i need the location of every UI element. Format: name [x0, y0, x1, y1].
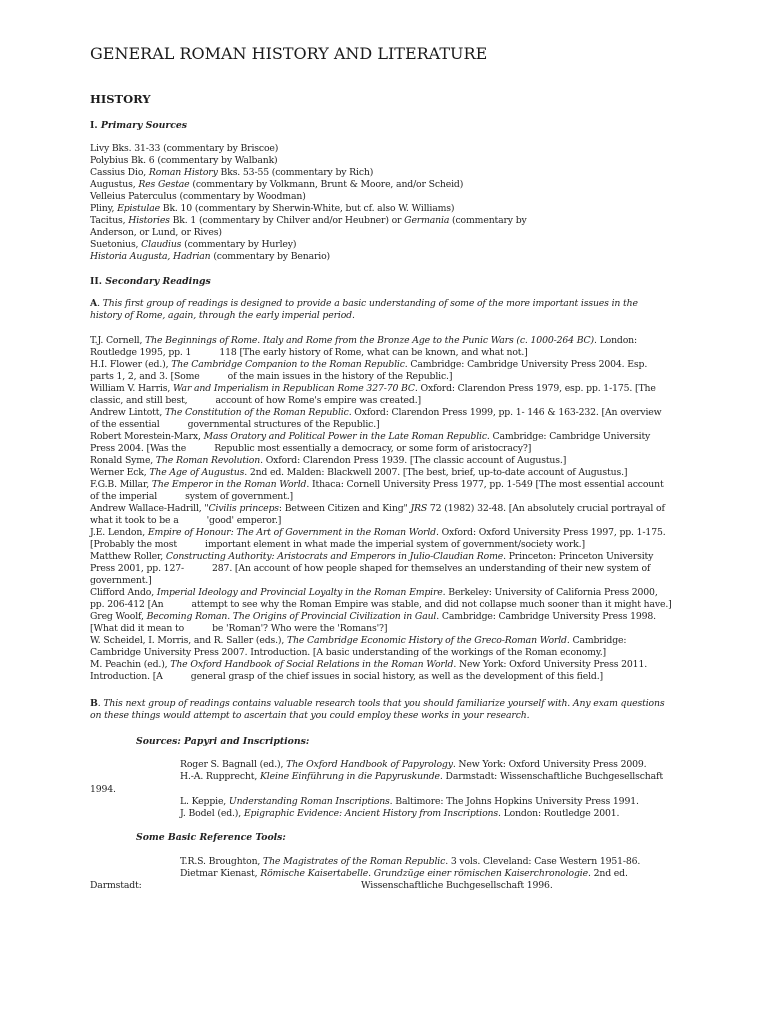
text-segment: B [90, 698, 98, 709]
text-segment: H.I. Flower (ed.), [90, 359, 172, 370]
italic-title-text: Kleine Einführung in die Papyruskunde [259, 771, 440, 782]
group-b-intro-line [90, 698, 664, 709]
italic-title-text: Claudius [141, 239, 182, 250]
text-segment: Bk. 10 (commentary by Sherwin-White, but cf. also W. Williams) [159, 203, 455, 214]
text-segment: parts 1, 2, and 3. [Some of the main issues in the history of the Republic.] [90, 371, 453, 382]
text-segment: of the essential governmental structures of the Republic.] [90, 419, 380, 430]
bibliography-entry-line [90, 659, 647, 670]
text-segment: [What did it mean to be 'Roman'? Who were the 'Romans'?] [90, 623, 388, 634]
italic-title-text: Understanding Roman Inscriptions [228, 796, 390, 807]
subsection-heading-secondary-readings [90, 276, 211, 287]
inscription-entry-line [180, 796, 639, 807]
text-segment: Anderson, or Lund, or Rives) [90, 227, 222, 238]
text-segment: government.] [90, 575, 152, 586]
text-segment: H.-A. Rupprecht, [180, 771, 260, 782]
text-segment: L. Keppie, [180, 796, 229, 807]
text-segment: Matthew Roller, [90, 551, 166, 562]
italic-title-text: War and Imperialism in Republican Rome 327-70 BC [172, 383, 415, 394]
bibliography-entry-line [90, 623, 387, 634]
group-b-intro-line [90, 710, 529, 721]
text-segment: Dietmar Kienast, [180, 868, 261, 879]
primary-source-line [90, 143, 278, 154]
italic-title-text: Germania [404, 215, 450, 226]
text-segment: M. Peachin (ed.), [90, 659, 171, 670]
bibliography-entry-line [90, 635, 626, 646]
bibliography-entry-line [90, 407, 661, 418]
text-segment: Polybius Bk. 6 (commentary by Walbank) [90, 155, 278, 166]
subsection-title: Primary Sources [100, 120, 188, 131]
subsection-number: I. [90, 120, 98, 131]
text-segment: W. Scheidel, I. Morris, and R. Saller (eds.), [90, 635, 288, 646]
reference-entry-line [180, 856, 640, 867]
subheading-papyri-inscriptions: Sources: Papyri and Inscriptions: [136, 736, 310, 747]
text-segment: William V. Harris, [90, 383, 173, 394]
text-segment: Bk. 1 (commentary by Chilver and/or Heubner) or [169, 215, 405, 226]
bibliography-entry-line [90, 647, 606, 658]
text-segment: Greg Woolf, [90, 611, 147, 622]
text-segment: . Cambridge: [566, 635, 627, 646]
text-segment: . Cambridge: Cambridge University [486, 431, 651, 442]
text-segment: Roger S. Bagnall (ed.), [180, 759, 287, 770]
italic-title-text: The Beginnings of Rome. Italy and Rome from the Bronze Age to the Punic Wars (c. 1000-264 BC) [145, 335, 594, 346]
papyri-year: 1994. [90, 784, 116, 795]
text-segment: Introduction. [A general grasp of the chief issues in social history, as well as the development of this field.] [90, 671, 603, 682]
text-segment: . Ithaca: Cornell University Press 1977, pp. 1-549 [The most essential account [306, 479, 664, 490]
text-segment: Augustus, [90, 179, 139, 190]
text-segment: . 3 vols. Cleveland: Case Western 1951-86. [445, 856, 641, 867]
text-segment: T.R.S. Broughton, [180, 856, 264, 867]
bibliography-entry-line [90, 551, 653, 562]
italic-title-text: The Emperor in the Roman World [151, 479, 307, 490]
darmstadt-publisher: Wissenschaftliche Buchgesellschaft 1996. [361, 880, 553, 891]
italic-title-text: Mass Oratory and Political Power in the Late Roman Republic [203, 431, 487, 442]
italic-title-text: The Roman Revolution [155, 455, 261, 466]
text-segment: Ronald Syme, [90, 455, 156, 466]
primary-source-line [90, 215, 527, 226]
primary-source-line [90, 179, 463, 190]
section-heading-history: HISTORY [90, 92, 151, 106]
italic-title-text: The Constitution of the Roman Republic [164, 407, 349, 418]
italic-title-text: Becoming Roman. The Origins of Provincial Civilization in Gaul [146, 611, 437, 622]
italic-title-text: Römische Kaisertabelle. Grundzüge einer römischen Kaiserchronologie [260, 868, 588, 879]
italic-title-text: Res Gestae [138, 179, 190, 190]
bibliography-entry-line [90, 599, 672, 610]
italic-title-text: Epigraphic Evidence: Ancient History from Inscriptions [243, 808, 499, 819]
primary-source-line [90, 167, 373, 178]
papyri-entry-line [180, 771, 663, 782]
bibliography-entry-line [90, 575, 152, 586]
subheading-reference-tools: Some Basic Reference Tools: [136, 832, 286, 843]
bibliography-entry-line [90, 539, 585, 550]
primary-source-line [90, 239, 296, 250]
text-segment: (commentary by Hurley) [181, 239, 297, 250]
text-segment: J.E. Lendon, [90, 527, 148, 538]
text-segment: Press 2001, pp. 127- 287. [An account of how people shaped for themselves an understanding of their new system of [90, 563, 651, 574]
text-segment: Cambridge University Press 2007. Introduction. [A basic understanding of the workings of the Roman economy.] [90, 647, 606, 658]
group-a-intro-line [90, 298, 638, 309]
bibliography-entry-line [90, 503, 665, 514]
italic-title-text: Epistulae [117, 203, 160, 214]
bibliography-entry-line [90, 587, 658, 598]
text-segment: : Between Citizen and King" [278, 503, 411, 514]
text-segment: . Oxford: Clarendon Press 1939. [The classic account of Augustus.] [260, 455, 567, 466]
text-segment: . New York: Oxford University Press 2009. [452, 759, 647, 770]
text-segment: J. Bodel (ed.), [180, 808, 244, 819]
primary-source-line [90, 251, 330, 262]
inscription-entry-line [180, 808, 619, 819]
primary-source-line [90, 191, 306, 202]
text-segment: history of Rome, again, through the early imperial period. [90, 310, 355, 321]
text-segment: pp. 206-412 [An attempt to see why the Roman Empire was stable, and did not collapse much sooner than it might have.] [90, 599, 672, 610]
text-segment: . Oxford: Clarendon Press 1979, esp. pp. 1-175. [The [414, 383, 656, 394]
text-segment: Cassius Dio, [90, 167, 149, 178]
primary-source-line [90, 155, 278, 166]
text-segment: Tacitus, [90, 215, 129, 226]
text-segment: classic, and still best, account of how Rome's empire was created.] [90, 395, 421, 406]
text-segment: . This first group of readings is designed to provide a basic understanding of some of the more important issues in the [97, 298, 638, 309]
text-segment: Andrew Wallace-Hadrill, " [90, 503, 209, 514]
primary-source-line [90, 203, 454, 214]
italic-title-text: Imperial Ideology and Provincial Loyalty in the Roman Empire [156, 587, 443, 598]
italic-title-text: The Cambridge Companion to the Roman Republic [171, 359, 405, 370]
italic-title-text: The Age of Augustus [149, 467, 245, 478]
group-a-intro-line [90, 310, 355, 321]
text-segment: . New York: Oxford University Press 2011. [453, 659, 648, 670]
subsection-number: II. [90, 276, 102, 287]
bibliography-entry-line [90, 335, 637, 346]
bibliography-entry-line [90, 515, 281, 526]
italic-title-text: The Magistrates of the Roman Republic [263, 856, 446, 867]
text-segment: Werner Eck, [90, 467, 150, 478]
text-segment: Velleius Paterculus (commentary by Woodman) [90, 191, 306, 202]
bibliography-entry-line [90, 431, 650, 442]
text-segment: on these things would attempt to ascertain that you could employ these works in your research. [90, 710, 530, 721]
italic-title-text: Historia Augusta, Hadrian [90, 251, 211, 262]
bibliography-entry-line [90, 383, 656, 394]
text-segment: . London: [594, 335, 637, 346]
bibliography-entry-line [90, 527, 666, 538]
bibliography-entry-line [90, 419, 380, 430]
text-segment: . Baltimore: The Johns Hopkins University Press 1991. [389, 796, 639, 807]
text-segment: F.G.B. Millar, [90, 479, 152, 490]
text-segment: Robert Morestein-Marx, [90, 431, 204, 442]
text-segment: . Princeton: Princeton University [503, 551, 654, 562]
text-segment: . Cambridge: Cambridge University Press 1998. [436, 611, 656, 622]
text-segment: . Oxford: Oxford University Press 1997, pp. 1-175. [435, 527, 666, 538]
bibliography-entry-line [90, 479, 664, 490]
bibliography-entry-line [90, 467, 627, 478]
bibliography-entry-line [90, 491, 293, 502]
italic-title-text: Roman History [148, 167, 218, 178]
bibliography-entry-line [90, 611, 656, 622]
subsection-title: Secondary Readings [105, 276, 211, 287]
text-segment: (commentary by Benario) [210, 251, 331, 262]
text-segment: Andrew Lintott, [90, 407, 165, 418]
text-segment: Livy Bks. 31-33 (commentary by Briscoe) [90, 143, 279, 154]
text-segment: Bks. 53-55 (commentary by Rich) [217, 167, 374, 178]
primary-source-line [90, 227, 222, 238]
text-segment: A [90, 298, 98, 309]
bibliography-entry-line [90, 563, 650, 574]
text-segment: . London: Routledge 2001. [498, 808, 620, 819]
text-segment: Clifford Ando, [90, 587, 157, 598]
papyri-entry-line [180, 759, 646, 770]
page-title: GENERAL ROMAN HISTORY AND LITERATURE [90, 44, 488, 63]
text-segment: what it took to be a 'good' emperor.] [90, 515, 282, 526]
text-segment: Pliny, [90, 203, 118, 214]
bibliography-entry-line [90, 347, 528, 358]
reference-entry-line [180, 868, 628, 879]
text-segment: (commentary by [449, 215, 527, 226]
text-segment: T.J. Cornell, [90, 335, 146, 346]
text-segment: . Berkeley: University of California Press 2000, [442, 587, 658, 598]
bibliography-entry-line [90, 359, 647, 370]
text-segment: . Cambridge: Cambridge University Press 2004. Esp. [404, 359, 648, 370]
bibliography-entry-line [90, 395, 421, 406]
subsection-heading-primary-sources [90, 120, 187, 131]
italic-title-text: Constructing Authority: Aristocrats and Emperors in Julio-Claudian Rome [165, 551, 504, 562]
text-segment: Press 2004. [Was the Republic most essentially a democracy, or some form of aristocracy?] [90, 443, 532, 454]
bibliography-entry-line [90, 443, 531, 454]
italic-title-text: Histories [128, 215, 170, 226]
text-segment: (commentary by Volkmann, Brunt & Moore, and/or Scheid) [189, 179, 464, 190]
text-segment: 72 (1982) 32-48. [An absolutely crucial portrayal of [427, 503, 665, 514]
italic-title-text: The Oxford Handbook of Social Relations in the Roman World [170, 659, 454, 670]
text-segment: . Darmstadt: Wissenschaftliche Buchgesellschaft [439, 771, 663, 782]
darmstadt-label: Darmstadt: [90, 880, 142, 891]
text-segment: Routledge 1995, pp. 1 118 [The early history of Rome, what can be known, and what not.] [90, 347, 528, 358]
text-segment: of the imperial system of government.] [90, 491, 294, 502]
text-segment: Suetonius, [90, 239, 142, 250]
bibliography-entry-line [90, 371, 452, 382]
text-segment: . 2nd ed. [587, 868, 628, 879]
italic-title-text: Civilis princeps [208, 503, 279, 514]
text-segment: . This next group of readings contains valuable research tools that you should familiarize yourself with. Any exam questions [97, 698, 665, 709]
text-segment: . Oxford: Clarendon Press 1999, pp. 1- 146 & 163-232. [An overview [348, 407, 662, 418]
italic-title-text: The Cambridge Economic History of the Greco-Roman World [287, 635, 567, 646]
bibliography-entry-line [90, 671, 603, 682]
text-segment: . 2nd ed. Malden: Blackwell 2007. [The best, brief, up-to-date account of Augustus.] [244, 467, 628, 478]
italic-title-text: JRS [410, 503, 428, 514]
bibliography-entry-line [90, 455, 566, 466]
italic-title-text: Empire of Honour: The Art of Government in the Roman World [147, 527, 436, 538]
italic-title-text: The Oxford Handbook of Papyrology [286, 759, 453, 770]
text-segment: [Probably the most important element in what made the imperial system of government/society work.] [90, 539, 585, 550]
